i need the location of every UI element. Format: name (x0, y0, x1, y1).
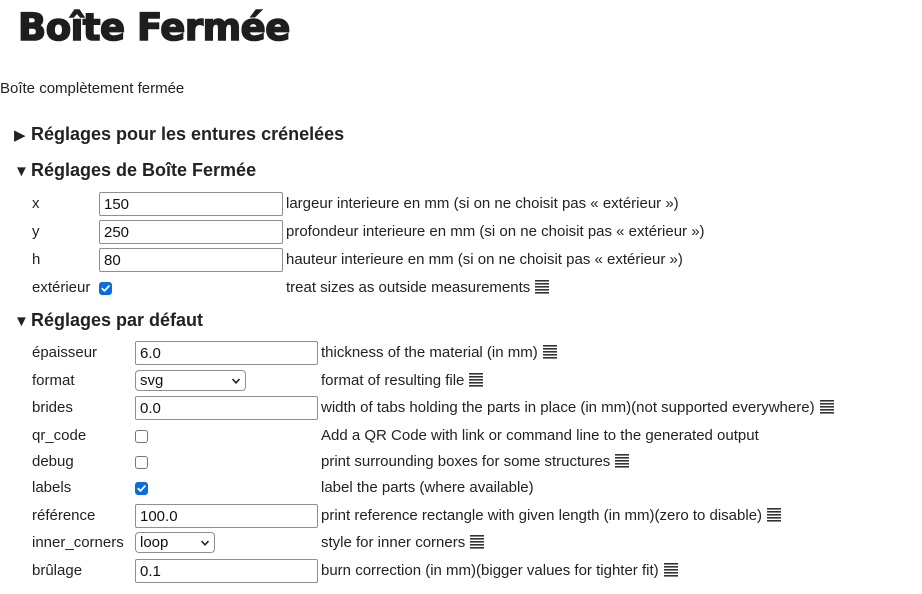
param-help-h: hauteur interieure en mm (si on ne choisit pas « extérieur ») (286, 251, 683, 268)
param-label-labels: labels (32, 479, 72, 496)
section-box-settings-toggle[interactable] (14, 159, 256, 183)
param-row-h (0, 248, 922, 272)
param-label-thickness: épaisseur (32, 344, 98, 361)
format-select-value: svg (140, 372, 164, 389)
qr-code-checkbox[interactable] (135, 430, 148, 443)
param-help-outside: treat sizes as outside measurements (286, 276, 549, 300)
section-finger-joints-title: Réglages pour les entures crénelées (31, 124, 345, 144)
param-row-qr-code (0, 424, 922, 448)
section-defaults-title: Réglages par défaut (31, 310, 204, 330)
param-help-labels: label the parts (where available) (321, 479, 534, 496)
param-help-thickness: thickness of the material (in mm) (321, 341, 557, 365)
param-row-thickness (0, 341, 922, 365)
param-label-burn: brûlage (32, 562, 83, 579)
param-help-y: profondeur interieure en mm (si on ne choisit pas « extérieur ») (286, 223, 705, 240)
param-row-y (0, 220, 922, 244)
h-input[interactable] (99, 248, 283, 272)
expand-triangle-icon: ▶ (14, 127, 26, 144)
list-icon[interactable] (543, 344, 557, 360)
param-label-debug: debug (32, 453, 74, 470)
param-label-format: format (32, 372, 75, 389)
list-icon[interactable] (470, 534, 484, 550)
param-label-inner-corners: inner_corners (32, 534, 124, 551)
param-label-y: y (32, 223, 40, 240)
list-icon[interactable] (767, 507, 781, 523)
param-help-inner-corners: style for inner corners (321, 531, 484, 555)
list-icon[interactable] (469, 372, 483, 388)
inner-corners-select-value: loop (140, 534, 169, 551)
param-help-tabs: width of tabs holding the parts in place (in mm)(not supported everywhere) (321, 396, 834, 420)
format-select[interactable] (135, 370, 246, 391)
collapse-triangle-icon: ▼ (14, 163, 29, 180)
param-row-inner-corners (0, 531, 922, 555)
list-icon[interactable] (664, 562, 678, 578)
chevron-down-icon (200, 538, 210, 548)
y-input[interactable] (99, 220, 283, 244)
param-row-x (0, 192, 922, 216)
param-row-labels (0, 476, 922, 500)
param-row-outside (0, 276, 922, 300)
list-icon[interactable] (820, 399, 834, 415)
reference-input[interactable] (135, 504, 318, 528)
chevron-down-icon (231, 376, 241, 386)
burn-input[interactable] (135, 559, 318, 583)
check-icon (100, 283, 111, 294)
param-row-burn (0, 559, 922, 583)
param-label-tabs: brides (32, 399, 73, 416)
param-row-debug (0, 450, 922, 474)
section-finger-joints-toggle[interactable] (14, 123, 344, 147)
page-subtitle: Boîte complètement fermée (0, 80, 185, 97)
collapse-triangle-icon: ▼ (14, 313, 29, 330)
param-row-reference (0, 504, 922, 528)
param-help-x: largeur interieure en mm (si on ne choisit pas « extérieur ») (286, 195, 679, 212)
debug-checkbox[interactable] (135, 456, 148, 469)
list-icon[interactable] (535, 279, 549, 295)
labels-checkbox[interactable] (135, 482, 148, 495)
param-help-reference: print reference rectangle with given length (in mm)(zero to disable) (321, 504, 781, 528)
x-input[interactable] (99, 192, 283, 216)
param-help-qr-code: Add a QR Code with link or command line to the generated output (321, 427, 759, 444)
check-icon (136, 483, 147, 494)
param-row-tabs (0, 396, 922, 420)
list-icon[interactable] (615, 453, 629, 469)
param-label-outside: extérieur (32, 279, 91, 296)
section-box-settings-title: Réglages de Boîte Fermée (31, 160, 257, 180)
thickness-input[interactable] (135, 341, 318, 365)
param-label-qr-code: qr_code (32, 427, 87, 444)
param-label-h: h (32, 251, 41, 268)
page-title: Boîte Fermée (18, 6, 290, 49)
section-defaults-toggle[interactable] (14, 309, 203, 333)
param-label-reference: référence (32, 507, 96, 524)
param-label-x: x (32, 195, 40, 212)
param-help-debug: print surrounding boxes for some structures (321, 450, 629, 474)
param-row-format (0, 369, 922, 393)
param-help-burn: burn correction (in mm)(bigger values for tighter fit) (321, 559, 678, 583)
inner-corners-select[interactable] (135, 532, 215, 553)
outside-checkbox[interactable] (99, 282, 112, 295)
tabs-input[interactable] (135, 396, 318, 420)
param-help-format: format of resulting file (321, 369, 483, 393)
